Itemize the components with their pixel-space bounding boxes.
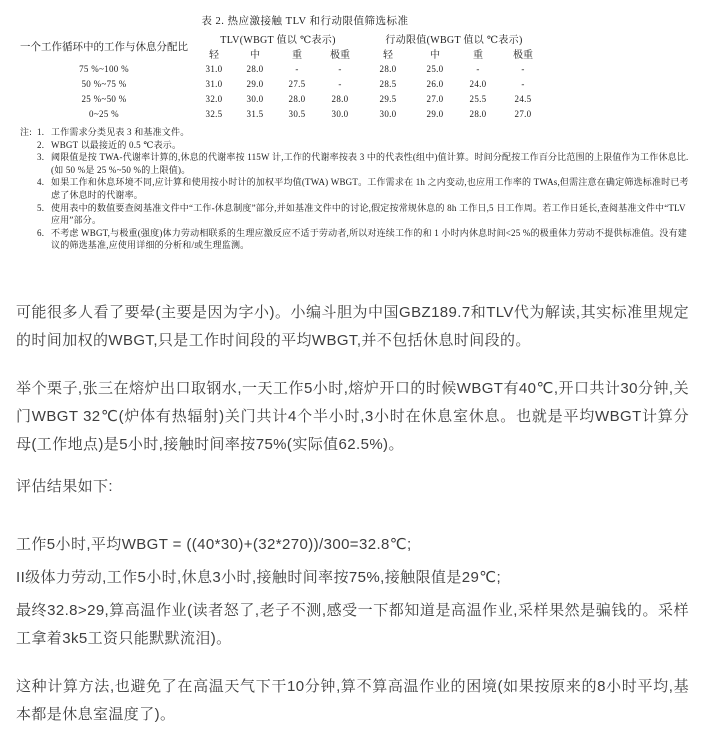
cell: 29.5 [379,93,397,104]
cell: 30.5 [288,108,306,119]
article-paragraph: 工作5小时,平均WBGT = ((40*30)+(32*270))/300=32.8℃; [16,535,412,553]
stub-header: 一个工作循环中的工作与休息分配比 [20,41,188,53]
article-paragraph: II级体力劳动,工作5小时,休息3小时,接触时间率按75%,接触限值是29℃; [16,568,502,586]
table-row [14,106,546,121]
cell: 32.5 [205,108,223,119]
note-number: 4. [37,177,45,188]
article-paragraph: 最终32.8>29,算高温作业(读者怒了,老子不测,感受一下都知道是高温作业,采样果然是骗钱的。采样工拿着3k5工资只能默默流泪)。 [16,601,689,647]
note-prefix [20,202,37,227]
cell: - [521,78,525,89]
note-text: WBGT 以最接近的 0.5 ℃表示。 [51,139,182,150]
sub-header: 轻 [209,50,219,61]
table-note [20,202,692,227]
cell: - [338,63,342,74]
group-header-action-limit: 行动限值(WBGT 值以 ℃表示) [385,35,523,46]
article-paragraph: 举个栗子,张三在熔炉出口取钢水,一天工作5小时,熔炉开口的时候WBGT有40℃,开口共计30分钟,关门WBGT 32℃(炉体有热辐射)关门共计4个半小时,3小时在休息室休息。也就是平均WBGT计算分母(工作地点)是5小时,接触时间率按75%(实际值62.5%)。 [16,379,689,453]
note-number: 5. [37,202,45,213]
note-text: 使用表中的数值要查阅基准文件中“工作-休息制度”部分,并如基准文件中的讨论,假定按常规休息的 8h 工作日,5 日工作周。若工作日延长,查阅基准文件中“TLV 应用”部分。 [51,202,686,226]
cell: 28.0 [379,63,397,74]
table-notes [20,126,692,252]
table-row [14,76,546,91]
table-row [14,91,546,106]
article-body [16,299,689,729]
row-label: 25 %~50 % [81,93,127,104]
table-title: 表 2. 热应激接触 TLV 和行动限值筛选标准 [201,16,409,27]
group-header-tlv: TLV(WBGT 值以 ℃表示) [220,35,336,46]
note-number: 3. [37,152,45,163]
cell: - [476,63,480,74]
table-note [20,176,692,201]
cell: 25.5 [469,93,487,104]
table-header-row-groups [14,31,546,46]
cell: 28.5 [379,78,397,89]
table-note [20,151,692,176]
article-paragraph: 这种计算方法,也避免了在高温天气下干10分钟,算不算高温作业的困境(如果按原来的8小时平均,基本都是休息室温度了)。 [16,677,689,723]
note-prefix [20,176,37,201]
cell: 30.0 [331,108,349,119]
cell: 31.5 [246,108,264,119]
row-label: 50 %~75 % [81,78,127,89]
cell: 24.0 [469,78,487,89]
table-note [20,227,692,252]
note-text: 不考虑 WBGT,与极重(强度)体力劳动相联系的生理应激反应不适于劳动者,所以对连续工作的和 1 小时内休息时间<25 %的极重体力劳动不提供标准值。没有建议的筛选基准,应使用详细的分析和/或生理监测。 [51,227,687,251]
sub-header: 极重 [513,50,533,61]
cell: 26.0 [426,78,444,89]
row-label: 0~25 % [89,108,119,119]
note-prefix [20,227,37,252]
table-note [20,139,692,152]
cell: 32.0 [205,93,223,104]
sub-header: 重 [292,50,302,61]
note-prefix [20,139,37,152]
cell: 31.0 [205,78,223,89]
cell: 28.0 [469,108,487,119]
table-row [14,61,546,76]
sub-header: 重 [473,50,483,61]
cell: 29.0 [246,78,264,89]
note-prefix: 注: [20,127,32,137]
sub-header: 中 [430,50,440,61]
note-number: 2. [37,139,45,150]
cell: 24.5 [514,93,532,104]
note-prefix [20,151,37,176]
tlv-action-limit-table [14,31,546,121]
cell: - [295,63,299,74]
note-text: 如果工作和休息环境不同,应计算和使用按小时计的加权平均值(TWA) WBGT。工作需求在 1h 之内变动,也应用工作率的 TWAs,但需注意在确定筛选标准时已考虑了休息时的代谢率。 [51,177,689,200]
note-text: 工作需求分类见表 3 和基准文件。 [51,127,190,137]
cell: 28.0 [246,63,264,74]
note-number: 1. [37,127,45,137]
cell: 29.0 [426,108,444,119]
row-label: 75 %~100 % [79,63,129,74]
cell: - [521,63,525,74]
cell: 27.0 [514,108,532,119]
article-paragraph: 评估结果如下: [16,477,113,495]
cell: 25.0 [426,63,444,74]
note-text: 阈限值是按 TWA-代谢率计算的,休息的代谢率按 115W 计,工作的代谢率按表 3 中的代表性(组中)值计算。时间分配按工作百分比范围的上限值作为工作休息比.(如 50 %是 25 %~50 %的上限值)。 [51,152,689,175]
sub-header: 中 [250,50,260,61]
cell: - [338,78,342,89]
note-number: 6. [37,227,45,238]
cell: 27.5 [288,78,306,89]
cell: 27.0 [426,93,444,104]
sub-header: 极重 [330,50,350,61]
sub-header: 轻 [383,50,393,61]
cell: 31.0 [205,63,223,74]
table-note [20,126,692,139]
cell: 28.0 [331,93,349,104]
cell: 28.0 [288,93,306,104]
cell: 30.0 [246,93,264,104]
standards-table-section [0,13,705,252]
article-paragraph: 可能很多人看了要晕(主要是因为字小)。小编斗胆为中国GBZ189.7和TLV代为解读,其实标准里规定的时间加权的WBGT,只是工作时间段的平均WBGT,并不包括休息时间段的。 [16,303,689,349]
cell: 30.0 [379,108,397,119]
